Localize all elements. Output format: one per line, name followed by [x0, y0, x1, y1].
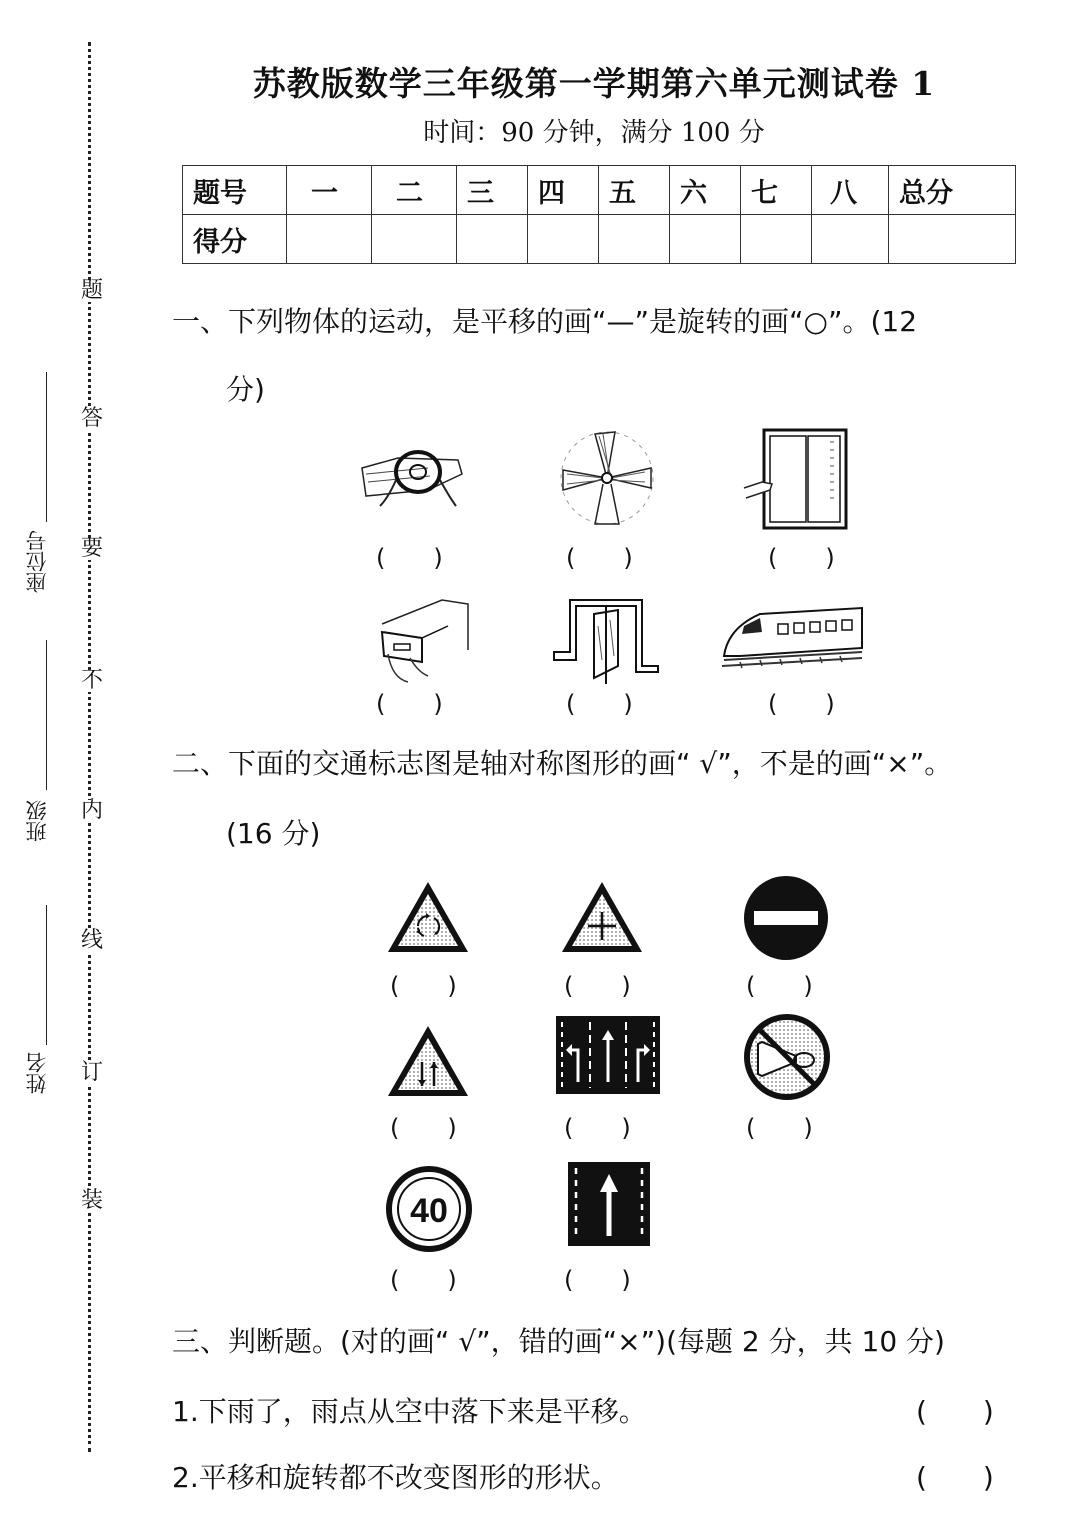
- electric-fan-image: [555, 428, 659, 530]
- margin-warning-char: 内: [80, 798, 103, 823]
- judgement-item: 1.下雨了，雨点从空中落下来是平移。: [172, 1395, 647, 1428]
- judgement-answer-blank[interactable]: ( ): [916, 1461, 994, 1494]
- sliding-window-image: [742, 428, 848, 532]
- margin-warning-char: 要: [80, 536, 103, 561]
- score-table: [182, 165, 1016, 264]
- section1-question: 一、下列物体的运动，是平移的画“—”是旋转的画“○”。(12: [172, 305, 918, 338]
- steering-wheel-image: [358, 440, 464, 510]
- answer-blank[interactable]: ( ): [746, 1114, 813, 1142]
- no-honking-sign-icon: [742, 1012, 832, 1102]
- answer-blank[interactable]: ( ): [390, 972, 457, 1000]
- judgement-item: 2.平移和旋转都不改变图形的形状。: [172, 1461, 619, 1494]
- score-table-cell: 三: [457, 166, 528, 215]
- binding-line: [88, 42, 91, 1452]
- score-table-cell: 八: [812, 166, 889, 215]
- score-table-score-row: [183, 215, 1016, 264]
- answer-blank[interactable]: ( ): [564, 1114, 631, 1142]
- score-input-cell[interactable]: [599, 215, 670, 264]
- answer-blank[interactable]: ( ): [564, 1266, 631, 1294]
- answer-blank[interactable]: ( ): [566, 544, 633, 572]
- score-input-cell[interactable]: [741, 215, 812, 264]
- margin-warning-char: 不: [80, 668, 103, 693]
- page-title: 苏教版数学三年级第一学期第六单元测试卷 1: [252, 64, 936, 103]
- answer-blank[interactable]: ( ): [768, 690, 835, 718]
- score-table-cell: 题号: [183, 166, 287, 215]
- speed-limit-number: 40: [410, 1192, 448, 1230]
- lane-direction-sign-icon: [556, 1016, 660, 1094]
- answer-blank[interactable]: ( ): [566, 690, 633, 718]
- answer-blank[interactable]: ( ): [768, 544, 835, 572]
- two-way-traffic-sign-icon: [384, 1022, 472, 1100]
- answer-blank[interactable]: ( ): [376, 690, 443, 718]
- score-table-cell: 五: [599, 166, 670, 215]
- seat-label: 座位号: [25, 530, 49, 593]
- score-table-cell: 六: [670, 166, 741, 215]
- score-table-cell: 七: [741, 166, 812, 215]
- no-entry-sign-icon: [742, 874, 830, 962]
- section3-question: 三、判断题。(对的画“ √”，错的画“×”)(每题 2 分，共 10 分): [172, 1325, 945, 1358]
- section1-question-cont: 分): [226, 373, 265, 406]
- score-table-cell: 总分: [889, 166, 1016, 215]
- page-subtitle: 时间：90 分钟，满分 100 分: [423, 118, 765, 148]
- seat-blank[interactable]: [46, 372, 47, 522]
- margin-warning-char: 题: [80, 278, 103, 303]
- margin-warning-char: 订: [80, 1060, 103, 1085]
- score-table-header-row: [183, 166, 1016, 215]
- speed-limit-sign-icon: [386, 1166, 472, 1252]
- answer-blank[interactable]: ( ): [746, 972, 813, 1000]
- answer-blank[interactable]: ( ): [376, 544, 443, 572]
- score-input-cell[interactable]: [372, 215, 457, 264]
- margin-warning-char: 答: [80, 406, 103, 431]
- score-table-cell: 得分: [183, 215, 287, 264]
- score-input-cell[interactable]: [889, 215, 1016, 264]
- class-blank[interactable]: [46, 640, 47, 790]
- margin-warning-char: 装: [80, 1188, 103, 1213]
- score-input-cell[interactable]: [528, 215, 599, 264]
- drawer-image: [378, 596, 470, 684]
- score-table-cell: 四: [528, 166, 599, 215]
- answer-blank[interactable]: ( ): [564, 972, 631, 1000]
- straight-lane-sign-icon: [568, 1162, 650, 1246]
- revolving-door-image: [550, 596, 662, 688]
- section2-question: 二、下面的交通标志图是轴对称图形的画“ √”，不是的画“×”。: [172, 747, 953, 780]
- score-input-cell[interactable]: [670, 215, 741, 264]
- high-speed-train-image: [720, 604, 864, 670]
- section2-question-cont: (16 分): [226, 817, 321, 850]
- score-input-cell[interactable]: [812, 215, 889, 264]
- answer-blank[interactable]: ( ): [390, 1114, 457, 1142]
- answer-blank[interactable]: ( ): [390, 1266, 457, 1294]
- class-label: 班级: [25, 800, 49, 842]
- name-blank[interactable]: [46, 905, 47, 1045]
- name-label: 姓名: [25, 1052, 49, 1094]
- score-table-cell: 一: [287, 166, 372, 215]
- score-input-cell[interactable]: [287, 215, 372, 264]
- score-input-cell[interactable]: [457, 215, 528, 264]
- margin-warning-char: 线: [80, 928, 103, 953]
- crossroads-sign-icon: [558, 878, 646, 956]
- judgement-answer-blank[interactable]: ( ): [916, 1395, 994, 1428]
- score-table-cell: 二: [372, 166, 457, 215]
- roundabout-sign-icon: [384, 878, 472, 956]
